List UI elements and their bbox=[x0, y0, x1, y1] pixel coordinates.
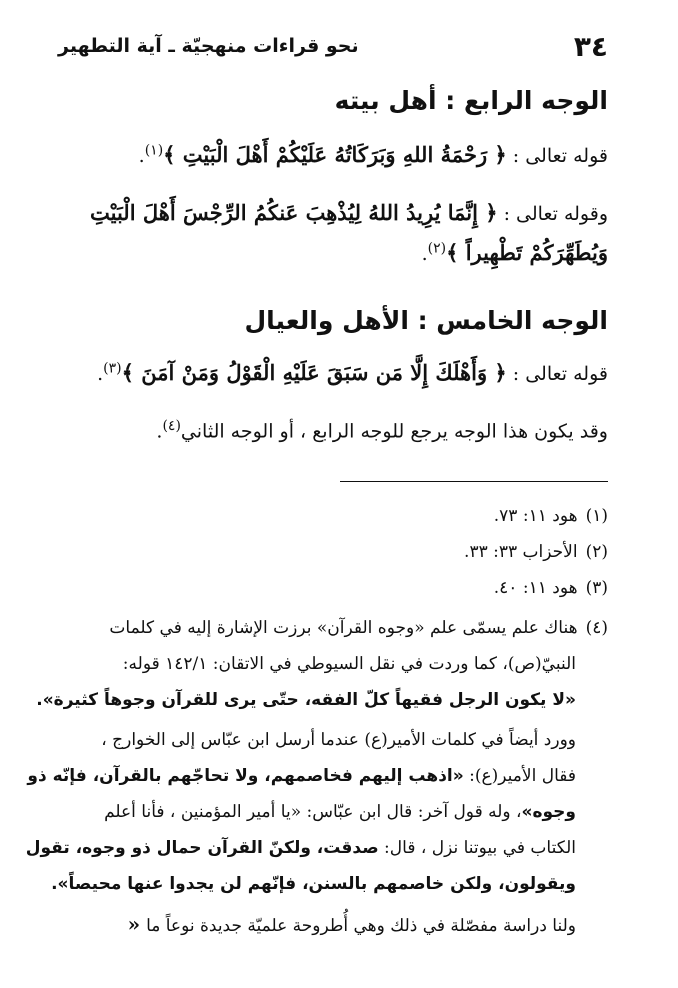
footnote-1 bbox=[66, 506, 608, 526]
footnote-number: (٤) bbox=[585, 618, 608, 638]
line-suffix: . bbox=[156, 420, 163, 443]
body-line bbox=[70, 360, 608, 385]
footnote-text: الأحزاب ٣٣: ٣٣. bbox=[464, 542, 578, 562]
line-suffix: . bbox=[138, 145, 145, 167]
footnote-4-line bbox=[25, 838, 576, 858]
footnote-text: ، وله قول آخر: قال ابن عبّاس: «يا أمير المؤمنين ، فأنا أعلم bbox=[104, 802, 522, 822]
footnote-4-line: وورد أيضاً في كلمات الأمير(ع) عندما أرسل ابن عبّاس إلى الخوارج ، bbox=[101, 730, 576, 750]
line-prefix: وقوله تعالى : bbox=[497, 203, 608, 225]
footnote-ref[interactable]: (١) bbox=[144, 142, 164, 159]
footnote-2 bbox=[66, 542, 608, 562]
footnote-number: (٣) bbox=[585, 578, 608, 598]
footnote-text: هود ١١: ٧٣. bbox=[493, 506, 578, 526]
footnote-4-line bbox=[66, 912, 576, 936]
quran-verse: ﴿ رَحْمَةُ اللهِ وَبَرَكَاتُهُ عَلَيْكُمْ أَهْلَ الْبَيْتِ ﴾ bbox=[163, 142, 507, 167]
line-suffix: . bbox=[421, 243, 428, 265]
footnote-4 bbox=[66, 618, 608, 638]
footnote-text: هناك علم يسمّى علم «وجوه القرآن» برزت الإشارة إليه في كلمات bbox=[109, 618, 578, 638]
line-text: وقد يكون هذا الوجه يرجع للوجه الرابع ، أو الوجه الثاني bbox=[180, 420, 608, 443]
page-number: ٣٤ bbox=[573, 29, 608, 63]
footnote-number: (١) bbox=[585, 506, 608, 526]
section-heading-5: الوجه الخامس : الأهل والعيال bbox=[244, 306, 608, 335]
quran-verse: ﴿ إِنَّمَا يُرِيدُ اللهُ لِيُذْهِبَ عَنكُمُ الرِّجْسَ أَهْلَ الْبَيْتِ bbox=[90, 200, 498, 225]
continuation-mark: « bbox=[127, 912, 141, 936]
line-suffix: . bbox=[97, 363, 104, 385]
footnote-text: هود ١١: ٤٠. bbox=[493, 578, 578, 598]
footnote-quote: «اذهب إليهم فخاصمهم، ولا تحاجّهم بالقرآن، فإنّه ذو bbox=[27, 766, 464, 786]
footnote-ref[interactable]: (٤) bbox=[162, 418, 181, 434]
footnote-4-line bbox=[27, 766, 576, 786]
quran-verse: وَيُطَهِّرَكُمْ تَطْهِيراً ﴾ bbox=[446, 240, 608, 265]
footnote-ref[interactable]: (٣) bbox=[103, 360, 122, 377]
line-prefix: قوله تعالى : bbox=[506, 145, 608, 167]
footnote-text: فقال الأمير(ع): bbox=[463, 766, 576, 786]
footnote-number: (٢) bbox=[585, 542, 608, 562]
footnote-text: ولنا دراسة مفصّلة في ذلك وهي أُطروحة علميّة جديدة نوعاً ما bbox=[146, 916, 576, 936]
footnote-4-quote: «لا يكون الرجل فقيهاً كلّ الفقه، حتّى يرى للقرآن وجوهاً كثيرة». bbox=[36, 690, 576, 710]
line-prefix: قوله تعالى : bbox=[506, 363, 608, 385]
footnote-separator bbox=[340, 481, 608, 482]
body-line bbox=[70, 200, 608, 225]
running-title: نحو قراءات منهجيّة ـ آية التطهير bbox=[58, 35, 359, 57]
footnote-4-line: النبيّ(ص)، كما وردت في نقل السيوطي في الاتقان: ١٤٢/١ قوله: bbox=[122, 654, 576, 674]
footnote-4-quote: ويقولون، ولكن خاصمهم بالسنن، فإنّهم لن يجدوا عنها محيصاً». bbox=[51, 874, 576, 894]
quran-verse: ﴿ وَأَهْلَكَ إِلَّا مَن سَبَقَ عَلَيْهِ الْقَوْلُ وَمَنْ آمَنَ ﴾ bbox=[121, 360, 507, 385]
footnote-ref[interactable]: (٢) bbox=[427, 240, 447, 257]
body-line bbox=[70, 418, 608, 442]
footnote-quote: وجوه» bbox=[521, 802, 576, 822]
body-line bbox=[70, 240, 608, 265]
footnote-4-line bbox=[66, 802, 576, 822]
footnote-quote: صدقت، ولكنّ القرآن حمال ذو وجوه، تقول bbox=[25, 838, 379, 858]
section-heading-4: الوجه الرابع : أهل بيته bbox=[334, 86, 608, 115]
footnote-text: الكتاب في بيوتنا نزل ، قال: bbox=[378, 838, 576, 858]
page-header bbox=[58, 26, 608, 66]
footnote-3 bbox=[66, 578, 608, 598]
body-line bbox=[70, 142, 608, 167]
